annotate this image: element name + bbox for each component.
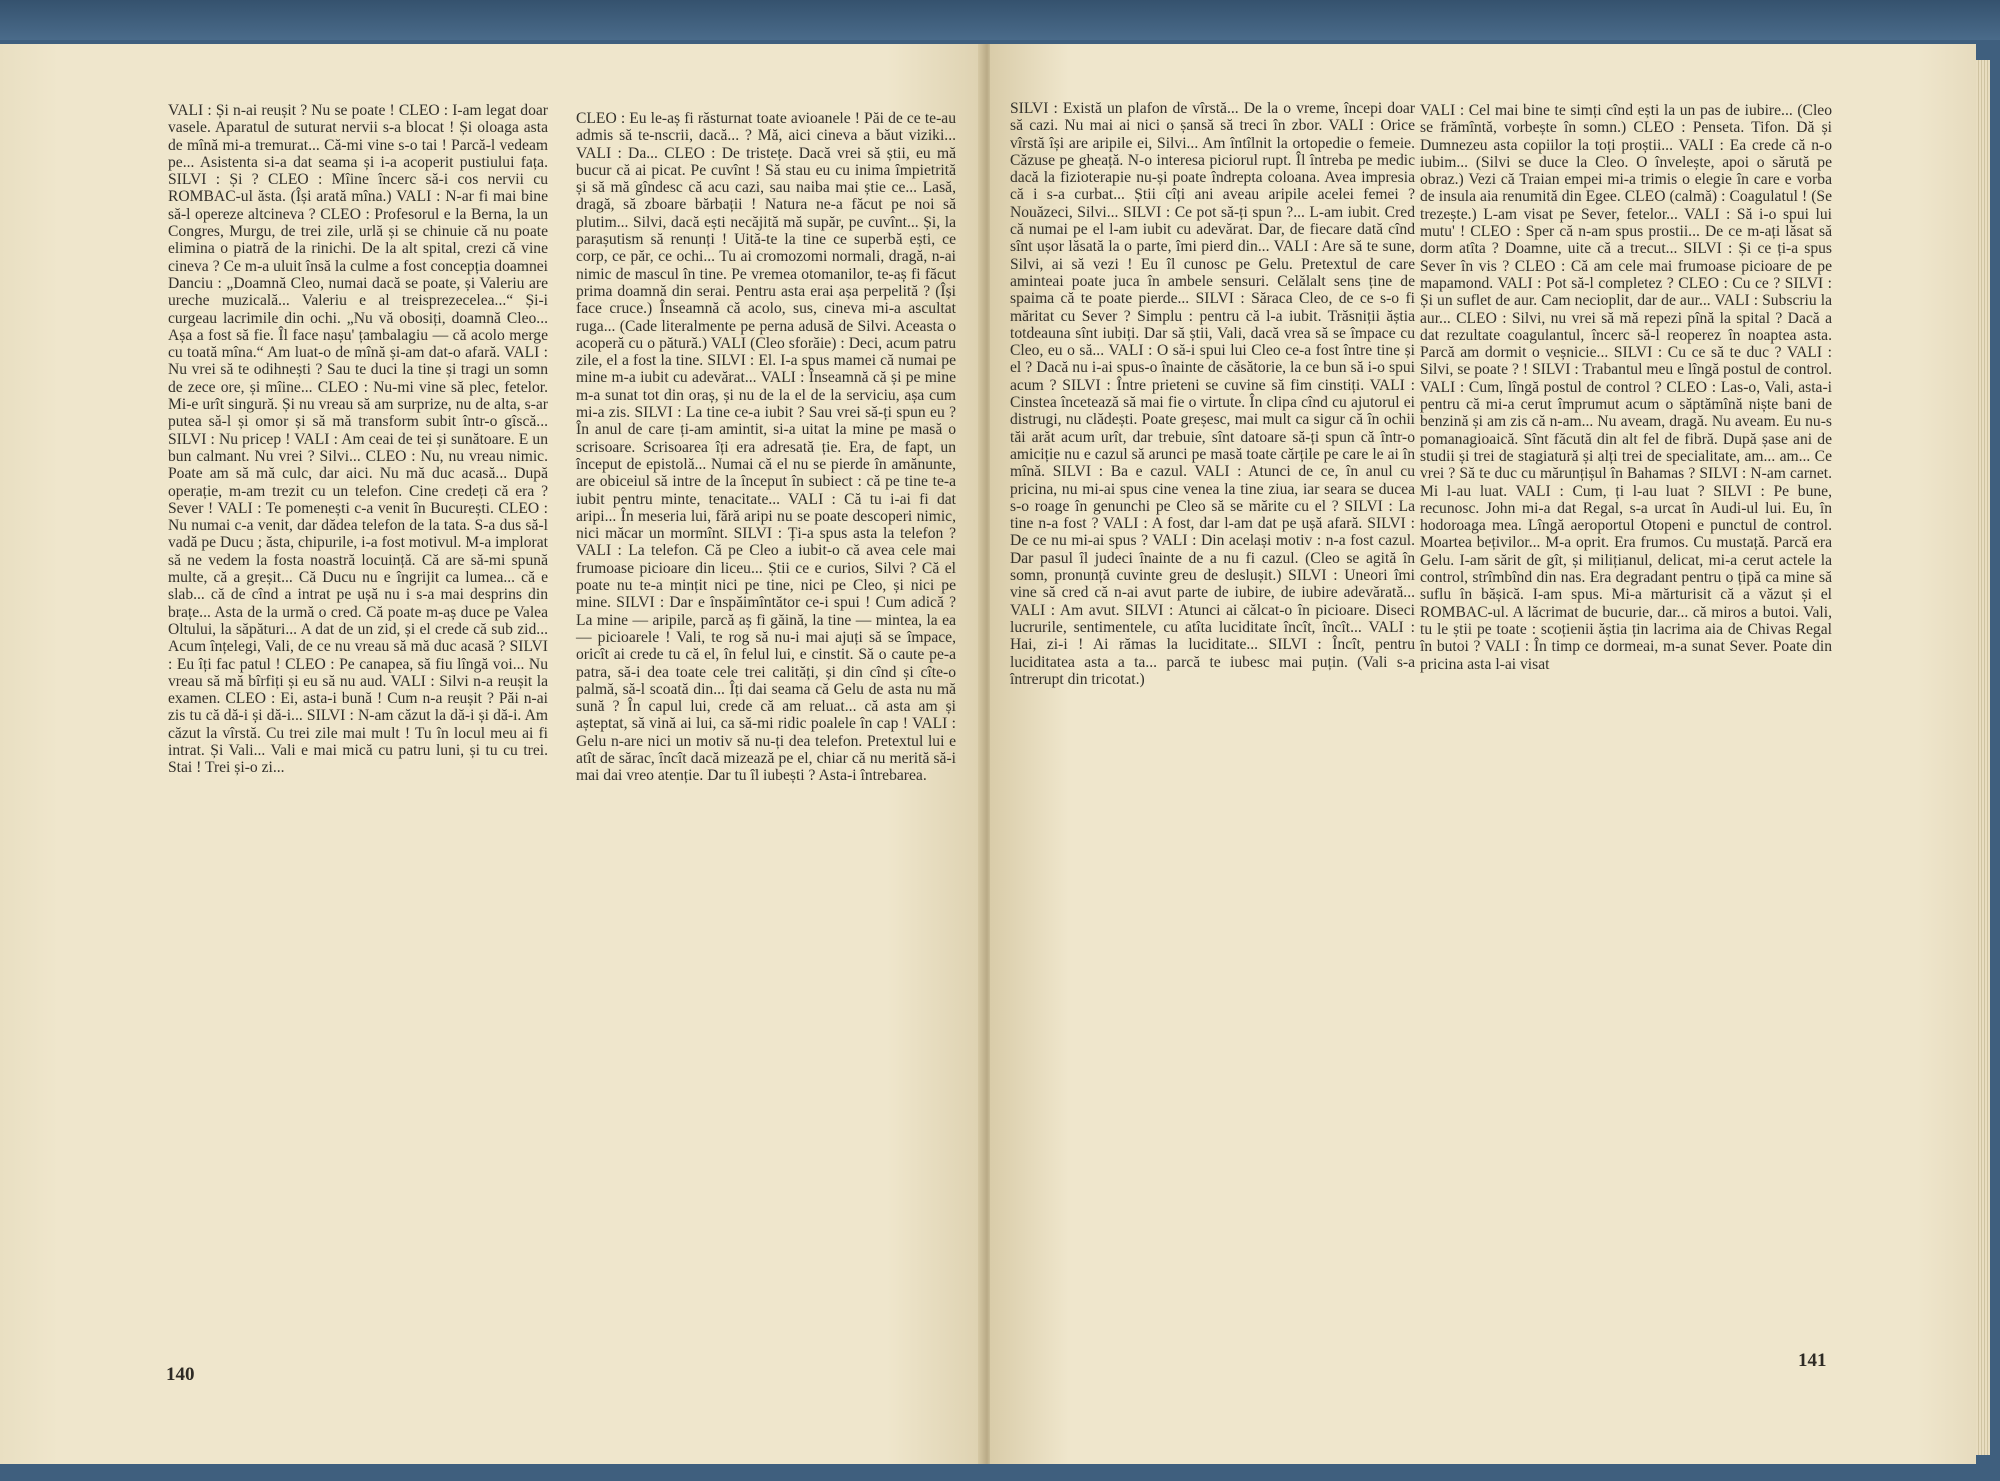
page-number: 140 [166, 1364, 195, 1385]
left-page-column-1 [168, 102, 548, 777]
left-page-column-2 [576, 110, 956, 785]
play-text: VALI : Și n-ai reușit ? Nu se poate ! CLEO : I-am legat doar vasele. Aparatul de suturat nervii s-a blocat ! Și oloaga asta de mînă mi-a tremurat... Că-mi vine s-o tai ! Parcă-l vedeam pe... Asistenta si-a dat seama și i-a acoperit pustiului fața. SILVI : Și ? CLEO : Mîine încerc să-i cos nervii cu ROMBAC-ul ăsta. (Își arată mîna.) VALI : N-ar fi mai bine să-l opereze altcineva ? CLEO : Profesorul e la Berna, la un Congres, Murgu, de trei zile, urlă și se chinuie că nu poate elimina o piatră de la rinichi. De la alt spital, crezi că vine cineva ? Ce m-a uluit însă la culme a fost concepția doamnei Danciu : „Doamnă Cleo, numai dacă se poate, și Valeriu are ureche muzicală... Valeriu e al treisprezecelea...“ Și-i curgeau lacrimile din ochi. „Nu vă obosiți, doamnă Cleo... Așa a fost să fie. Îl face nașu' țambalagiu — că acolo merge cu toată mîna.“ Am luat-o de mînă și-am dat-o afară. VALI : Nu vrei să te odihnești ? Sau te duci la tine și tragi un somn de zece ore, și mîine... CLEO : Nu-mi vine să plec, fetelor. Mi-e urît singură. Și nu vreau să am surprize, nu de alta, s-ar putea să-l și omor și să mă transform subit într-o gîscă... SILVI : Nu pricep ! VALI : Am ceai de tei și sunătoare. E un bun calmant. Nu vrei ? Silvi... CLEO : Nu, nu vreau nimic. Poate am să mă culc, dar aici. Nu mă duc acasă... După operație, m-am trezit cu un telefon. Cine credeți că era ? Sever ! VALI : Te pomenești c-a venit în București. CLEO : Nu numai c-a venit, dar dădea telefon de la tata. S-a dus să-l vadă pe Ducu ; ăsta, chipurile, i-a fost motivul. M-a implorat să ne vedem la fosta noastră locuință. Că are să-mi spună multe, că a greșit... Că Ducu nu e îngrijit ca lumea... că e slab... că de cînd a intrat pe ușă nu i s-a mai desprins din brațe... Asta de la urmă o cred. Că poate m-aș duce pe Valea Oltului, la săpături... A dat de un zid, și el crede că sub zid... Acum înțelegi, Vali, de ce nu vreau să mă duc acasă ? SILVI : Eu îți fac patul ! CLEO : Pe canapea, să fiu lîngă voi... Nu vreau să mă bîrfiți și eu să nu aud. VALI : Silvi n-a reușit la examen. CLEO : Ei, asta-i bună ! Cum n-a reușit ? Păi n-ai zis tu că dă-i și dă-i... SILVI : N-am căzut la dă-i și dă-i. Am căzut la vîrstă. Cu trei zile mai mult ! Tu în locul meu ai fi intrat. Și Vali... Vali e mai mică cu patru luni, și tu cu trei. Stai ! Trei și-o zi... [168, 102, 548, 777]
left-page [0, 44, 985, 1464]
book-cover-edge [0, 0, 2000, 40]
page-number: 141 [1798, 1350, 1827, 1371]
page-edges [1976, 60, 1990, 1455]
right-page-column-1 [1010, 100, 1415, 688]
play-text: SILVI : Există un plafon de vîrstă... De la o vreme, începi doar să cazi. Nu mai ai nici o șansă să treci în zbor. VALI : Orice vîrstă își are aripile ei, Silvi... Am întîlnit la ortopedie o femeie. Căzuse pe gheață. N-o interesa piciorul rupt. Îl întreba pe medic dacă la fizioterapie nu-și poate îndrepta coloana. Avea impresia că i s-a curbat... Știi cîți ani aveau aripile acelei femei ? Nouăzeci, Silvi... SILVI : Ce pot să-ți spun ?... L-am iubit. Cred că numai pe el l-am iubit cu adevărat. Dar, de fiecare dată cînd sînt ușor lăsată la o parte, îmi pierd din... VALI : Are să te sune, Silvi, ai să vezi ! Eu îl cunosc pe Gelu. Pretextul de care aminteai poate juca în ambele sensuri. Celălalt sens ține de spaima că te poate pierde... SILVI : Săraca Cleo, de ce s-o fi măritat cu Sever ? Simplu : pentru că l-a iubit. Trăsniții ăștia totdeauna sînt iubiți. Dar să știi, Vali, dacă vrea să se împace cu Cleo, eu o să... VALI : O să-i spui lui Cleo ce-a fost între tine și el ? Dacă nu i-ai spus-o înainte de căsătorie, la ce bun să i-o spui acum ? SILVI : Între prieteni se cuvine să fim cinstiți. VALI : Cinstea încetează să mai fie o virtute. În clipa cînd cu ajutorul ei distrugi, nu clădești. Poate greșesc, mai mult ca sigur că în ochii tăi arăt acum urît, dar trebuie, sînt datoare să-ți spun că într-o amiciție nu e cazul să arunci pe masă toate cărțile pe care le ai în mînă. SILVI : Ba e cazul. VALI : Atunci de ce, în anul cu pricina, nu mi-ai spus cine venea la tine ziua, iar seara se ducea s-o roage în genunchi pe Cleo să se mărite cu el ? SILVI : La tine n-a fost ? VALI : A fost, dar l-am dat pe ușă afară. SILVI : De ce nu mi-ai spus ? VALI : Din același motiv : n-a fost cazul. Dar pasul îl judeci înainte de a nu fi cazul. (Cleo se agită în somn, pronunță cuvinte greu de deslușit.) SILVI : Uneori îmi vine să cred că n-ai avut parte de iubire, de iubire adevărată... VALI : Am avut. SILVI : Atunci ai călcat-o în picioare. Diseci lucrurile, sentimentele, cu atîta luciditate încît, încît... VALI : Hai, zi-i ! Ai rămas la luciditate... SILVI : Încît, pentru luciditatea asta a ta... parcă te iubesc mai puțin. (Vali s-a întrerupt din tricotat.) [1010, 100, 1415, 688]
play-text: CLEO : Eu le-aș fi răsturnat toate avioanele ! Păi de ce te-au admis să te-nscrii, dacă... ? Mă, aici cineva a băut viziki... VALI : Da... CLEO : De tristețe. Dacă vrei să știi, eu mă bucur că ai picat. Pe cuvînt ! Să stau eu cu inima împietrită și să mă gîndesc că acu cazi, sau naiba mai știe ce... Lasă, dragă, să zboare bărbații ! Natura ne-a făcut pe noi să plutim... Silvi, dacă ești necăjită mă supăr, pe cuvînt... Și, la parașutism să renunți ! Uită-te la tine ce superbă ești, ce corp, ce păr, ce ochi... Tu ai cromozomi normali, dragă, n-ai nimic de mascul în tine. Pe vremea otomanilor, te-aș fi făcut prima doamnă din serai. Pentru asta erai așa perpelită ? (Își face cruce.) Înseamnă că acolo, sus, cineva mi-a ascultat ruga... (Cade literalmente pe perna adusă de Silvi. Aceasta o acoperă cu o pătură.) VALI (Cleo sforăie) : Deci, acum patru zile, el a fost la tine. SILVI : El. I-a spus mamei că numai pe mine m-a iubit cu adevărat... VALI : Înseamnă că și pe mine m-a sunat tot din oraș, și nu de la el de la serviciu, așa cum mi-a zis. SILVI : La tine ce-a iubit ? Sau vrei să-ți spun eu ? În anul de care ți-am amintit, si-a uitat la mine pe masă o scrisoare. Scrisoarea îți era adresată ție. Era, de fapt, un început de epistolă... Numai că el nu se pierde în amănunte, are obiceiul să intre de la început în subiect : că pe tine te-a iubit pentru minte, tenacitate... VALI : Că tu i-ai fi dat aripi... În meseria lui, fără aripi nu se poate descoperi nimic, nici măcar un mormînt. SILVI : Ți-a spus asta la telefon ? VALI : La telefon. Că pe Cleo a iubit-o că avea cele mai frumoase picioare din liceu... Știi ce e curios, Silvi ? Că el poate nu te-a mințit nici pe tine, nici pe Cleo, și nici pe mine. SILVI : Dar e înspăimîntător ce-i spui ! Cum adică ? La mine — aripile, parcă aș fi găină, la tine — mintea, la ea — picioarele ! Vali, te rog să nu-i mai ajuți să se împace, oricît ai crede tu că el, în felul lui, e cinstit. Să o caute pe-a patra, să-i dea toate cele trei calități, și din cînd și cîte-o palmă, să-l scoată din... Îți dai seama că Gelu de asta nu mă sună ? În capul lui, crede că am reluat... că asta am și așteptat, să vină ai lui, ca să-mi ridic poalele în cap ! VALI : Gelu n-are nici un motiv să nu-ți dea telefon. Pretextul lui e atît de sărac, încît dacă mizează pe el, chiar că nu merită să-i mai dai vreo atenție. Dar tu îl iubești ? Asta-i întrebarea. [576, 110, 956, 785]
right-page-column-2 [1420, 102, 1832, 673]
play-text: VALI : Cel mai bine te simți cînd ești la un pas de iubire... (Cleo se frămîntă, vorbește în somn.) CLEO : Penseta. Tifon. Dă și Dumnezeu asta copiilor la toți proștii... VALI : Ea crede că n-o iubim... (Silvi se duce la Cleo. O învelește, apoi o sărută pe obraz.) Vezi că Traian empei mi-a trimis o elegie în care e vorba de insula aia renumită din Egee. CLEO (calmă) : Coagulatul ! (Se trezește.) L-am visat pe Sever, fetelor... VALI : Să i-o spui lui mutu' ! CLEO : Sper că n-am spus prostii... De ce m-ați lăsat să dorm atîta ? Doamne, uite că a trecut... SILVI : Și ce ți-a spus Sever în vis ? CLEO : Că am cele mai frumoase picioare de pe mapamond. VALI : Pot să-l completez ? CLEO : Cu ce ? SILVI : Și un suflet de aur. Cam necioplit, dar de aur... VALI : Subscriu la aur... CLEO : Silvi, nu vrei să mă repezi pînă la spital ? Dacă a dat rezultate coagulantul, încerc să-l reoperez în noaptea asta. Parcă am dormit o veșnicie... SILVI : Cu ce să te duc ? VALI : Silvi, se poate ? ! SILVI : Trabantul meu e lîngă postul de control. VALI : Cum, lîngă postul de control ? CLEO : Las-o, Vali, asta-i pentru că mi-a cerut împrumut acum o săptămînă niște bani de benzină și am zis că n-am... Nu aveam, dragă. Nu aveam. Eu nu-s pomanagioaică. Sînt făcută din alt fel de fibră. După șase ani de studii și trei de stagiatură și alți trei de specialitate, am... am... Ce vrei ? Să te duc cu mărunțișul în Bahamas ? SILVI : N-am carnet. Mi l-au luat. VALI : Cum, ți l-au luat ? SILVI : Pe bune, recunosc. John mi-a dat Regal, s-a urcat în Audi-ul lui. Eu, în hodoroaga mea. Lîngă aeroportul Otopeni e punctul de control. Moartea bețivilor... M-a oprit. Era frumos. Cu mustață. Parcă era Gelu. I-am sărit de gît, și milițianul, delicat, mi-a cerut actele la control, strîmbînd din nas. Era degradant pentru o țipă ca mine să suflu în bășică. I-am spus. Mi-a mărturisit că a văzut și el ROMBAC-ul. A lăcrimat de bucurie, dar... că miros a butoi. Vali, tu le știi pe toate : scoțienii ăștia țin lacrima aia de Chivas Regal în butoi ? VALI : În timp ce dormeai, m-a sunat Sever. Poate din pricina asta l-ai visat [1420, 102, 1832, 673]
right-page [990, 44, 1976, 1464]
